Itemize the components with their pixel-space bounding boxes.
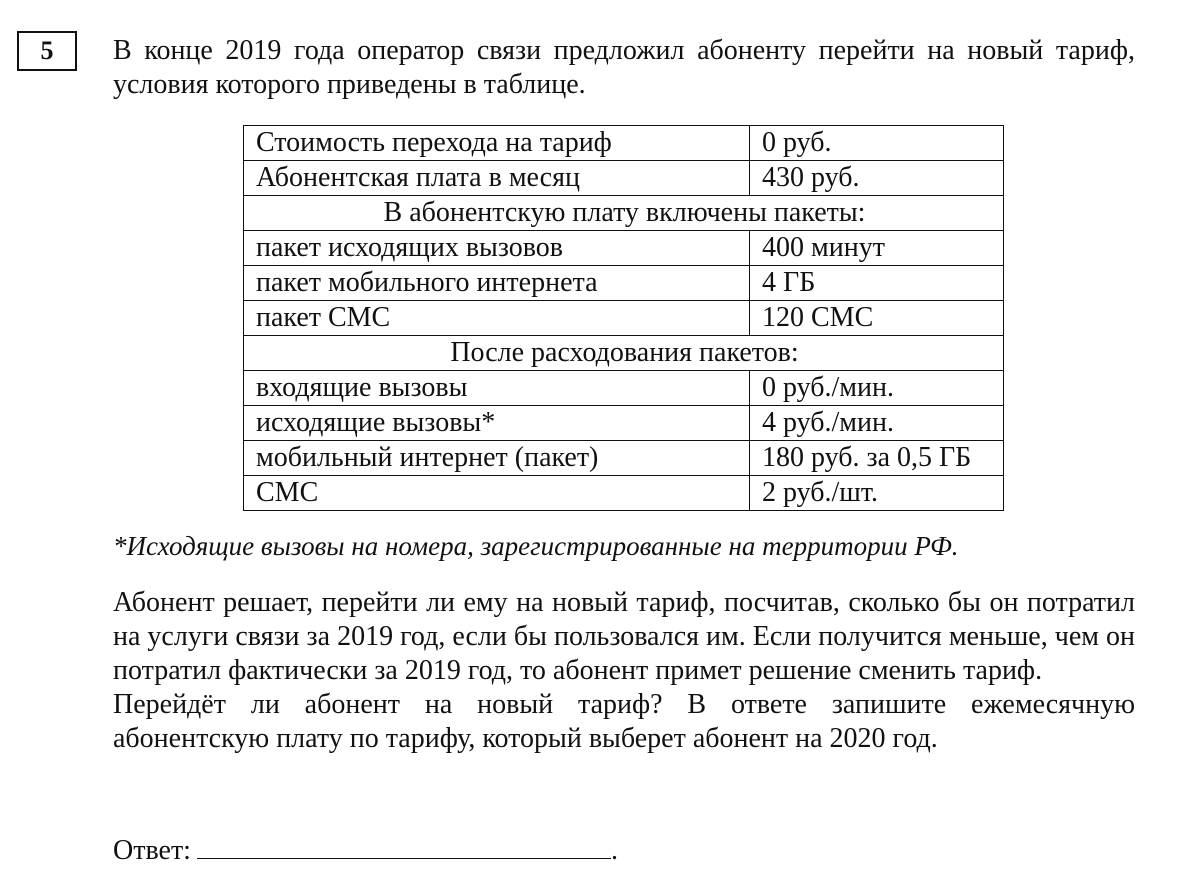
answer-line [113,834,618,868]
row-value: 4 руб./мин. [750,406,1004,441]
table-section-row [244,196,1004,231]
table-row [244,301,1004,336]
row-value: 0 руб. [750,126,1004,161]
table-row [244,126,1004,161]
row-label: пакет мобильного интернета [244,266,750,301]
row-label: СМС [244,476,750,511]
body-text [113,586,1135,756]
table-row [244,406,1004,441]
row-value: 0 руб./мин. [750,371,1004,406]
table-row [244,371,1004,406]
answer-field[interactable] [197,834,611,859]
row-value: 430 руб. [750,161,1004,196]
answer-period: . [610,835,618,866]
table-row [244,161,1004,196]
section-header-packages: В абонентскую плату включены пакеты: [244,196,1004,231]
tariff-table [243,125,1004,511]
row-value: 120 СМС [750,301,1004,336]
table-row [244,441,1004,476]
paragraph: Абонент решает, перейти ли ему на новый тариф, посчитав, сколько бы он потратил на услуги связи за 2019 год, если бы пользовался им. Если получится меньше, чем он потратил фактически за 2019 год, то абонент примет решение сменить тариф. [113,587,1135,686]
table-row [244,231,1004,266]
row-label: пакет СМС [244,301,750,336]
row-value: 4 ГБ [750,266,1004,301]
section-header-after: После расходования пакетов: [244,336,1004,371]
problem-intro: В конце 2019 года оператор связи предложил абоненту перейти на новый тариф, условия которого приведены в таблице. [113,35,1135,100]
table-row [244,476,1004,511]
row-label: Абонентская плата в месяц [244,161,750,196]
answer-label: Ответ: [113,835,191,866]
table-section-row [244,336,1004,371]
footnote: *Исходящие вызовы на номера, зарегистрированные на территории РФ. [113,531,959,561]
row-label: Стоимость перехода на тариф [244,126,750,161]
row-value: 180 руб. за 0,5 ГБ [750,441,1004,476]
problem-number: 5 [17,31,77,71]
question: Перейдёт ли абонент на новый тариф? В ответе запишите ежемесячную абонентскую плату по тарифу, который выберет абонент на 2020 год. [113,689,1135,754]
row-label: исходящие вызовы* [244,406,750,441]
row-value: 400 минут [750,231,1004,266]
row-label: пакет исходящих вызовов [244,231,750,266]
row-label: входящие вызовы [244,371,750,406]
row-value: 2 руб./шт. [750,476,1004,511]
row-label: мобильный интернет (пакет) [244,441,750,476]
table-row [244,266,1004,301]
